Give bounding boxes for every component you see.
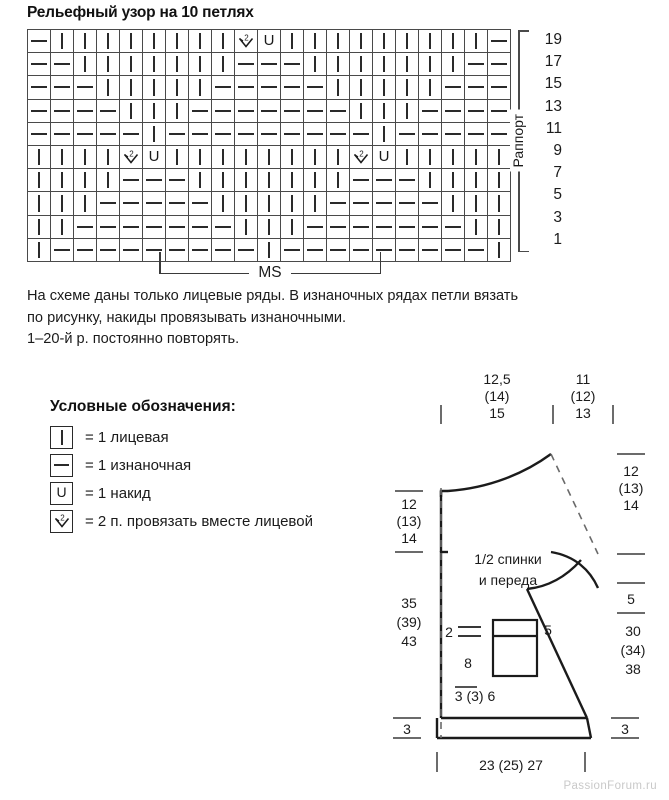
knit-stitch-cell [51, 192, 74, 215]
knit-stitch-cell [350, 53, 373, 76]
legend-items [50, 423, 380, 535]
purl-stitch-cell [212, 215, 235, 238]
knit-stitch-cell [97, 53, 120, 76]
purl-stitch-cell [212, 99, 235, 122]
knit-stitch-cell [419, 53, 442, 76]
schematic-pocket-left-rules [458, 627, 481, 636]
purl-stitch-cell [281, 53, 304, 76]
decrease-two-together-icon [50, 510, 73, 533]
knit-stitch-cell [442, 30, 465, 53]
legend-item [50, 507, 380, 535]
ms-label-text: MS [249, 264, 290, 281]
knit-stitch-cell [97, 169, 120, 192]
purl-stitch-cell [166, 215, 189, 238]
purl-stitch-cell [97, 99, 120, 122]
purl-stitch-cell [258, 122, 281, 145]
knit-stitch-cell [235, 215, 258, 238]
knit-stitch-cell [166, 76, 189, 99]
knit-stitch-cell [28, 145, 51, 168]
purl-stitch-cell [327, 192, 350, 215]
legend-item-label: = 2 п. провязать вместе лицевой [85, 512, 313, 530]
svg-text:2: 2 [59, 513, 65, 522]
purl-stitch-cell [212, 76, 235, 99]
yarn-over-cell: U [258, 30, 281, 53]
purl-stitch-cell [189, 215, 212, 238]
schematic-right-sleeve-meas: 5 [627, 591, 635, 607]
knit-stitch-cell [419, 145, 442, 168]
knit-stitch-cell [396, 99, 419, 122]
purl-stitch-cell [465, 76, 488, 99]
purl-stitch-cell [97, 192, 120, 215]
pattern-notes-line-1: На схеме даны только лицевые ряды. В изнаночных рядах петли вязать [27, 288, 519, 304]
schematic-pocket-lower-meas: 8 [464, 655, 472, 671]
knit-stitch-cell [327, 145, 350, 168]
purl-stitch-cell [189, 192, 212, 215]
yarn-over-icon: U [50, 482, 73, 505]
purl-stitch-cell [120, 169, 143, 192]
schematic-bottom-width-meas: 23 (25) 27 [479, 757, 543, 773]
schematic-left-upper-meas-line3: 14 [401, 530, 417, 546]
decrease-two-together-cell [235, 30, 258, 53]
knit-stitch-cell [74, 169, 97, 192]
decrease-two-together-cell [120, 145, 143, 168]
svg-text:2: 2 [129, 149, 134, 159]
purl-stitch-cell [465, 238, 488, 261]
purl-stitch-cell [350, 192, 373, 215]
schematic-pocket-right-meas: 5 [544, 622, 552, 638]
knit-stitch-cell [189, 76, 212, 99]
purl-stitch-cell [304, 99, 327, 122]
chart-row-numbers [536, 29, 562, 251]
knit-stitch-cell [166, 53, 189, 76]
purl-stitch-cell [350, 215, 373, 238]
purl-stitch-cell [442, 99, 465, 122]
schematic-top-left-meas-line1: 12,5 [483, 371, 511, 387]
chart-row [28, 215, 511, 238]
knit-stitch-cell [28, 192, 51, 215]
garment-schematic [385, 370, 669, 790]
schematic-center-label-line1: 1/2 спинки [474, 551, 542, 567]
chart-row [28, 76, 511, 99]
schematic-left-body-meas-line1: 35 [401, 595, 417, 611]
purl-stitch-cell [143, 169, 166, 192]
chart-row [28, 192, 511, 215]
knit-stitch-cell [281, 192, 304, 215]
schematic-pocket-left-meas: 2 [445, 624, 453, 640]
knit-stitch-cell [304, 192, 327, 215]
purl-stitch-cell [51, 99, 74, 122]
chart-row [28, 30, 511, 53]
knit-stitch-cell [442, 169, 465, 192]
purl-stitch-cell [258, 53, 281, 76]
chart-row-number: 3 [553, 208, 562, 226]
schematic-right-body-meas-line3: 38 [625, 661, 641, 677]
pattern-notes-line-3: 1–20-й р. постоянно повторять. [27, 331, 240, 347]
ms-label [159, 264, 381, 282]
knit-stitch-cell [396, 53, 419, 76]
purl-stitch-cell [51, 76, 74, 99]
knit-stitch-cell [143, 76, 166, 99]
knit-stitch-cell [97, 145, 120, 168]
knit-stitch-cell [258, 215, 281, 238]
purl-stitch-cell [442, 238, 465, 261]
knit-stitch-cell [120, 99, 143, 122]
purl-stitch-cell [74, 122, 97, 145]
purl-stitch-cell [74, 76, 97, 99]
knit-stitch-cell [465, 145, 488, 168]
knit-stitch-cell [189, 53, 212, 76]
knit-stitch-cell [304, 169, 327, 192]
purl-stitch-cell [189, 99, 212, 122]
purl-stitch-cell [28, 30, 51, 53]
knit-stitch-cell [419, 30, 442, 53]
knit-stitch-cell [166, 30, 189, 53]
purl-stitch-cell [120, 238, 143, 261]
knit-stitch-cell [235, 169, 258, 192]
knit-stitch-cell [465, 30, 488, 53]
purl-stitch-cell [327, 215, 350, 238]
svg-text:2: 2 [359, 149, 364, 159]
purl-stitch-cell [419, 215, 442, 238]
knit-stitch-cell [28, 238, 51, 261]
chart-row-number: 19 [544, 31, 562, 48]
purl-stitch-cell [235, 99, 258, 122]
schematic-right-upper-meas-line1: 12 [623, 463, 639, 479]
schematic-hem-right-meas: 3 [621, 721, 629, 737]
purl-stitch-cell [258, 99, 281, 122]
legend-item [50, 451, 380, 479]
chart-row-number: 1 [553, 230, 562, 248]
purl-stitch-cell [304, 122, 327, 145]
rapport-label [505, 30, 531, 252]
knit-stitch-cell [442, 192, 465, 215]
knit-stitch-cell [51, 145, 74, 168]
knit-stitch-cell [327, 76, 350, 99]
purl-stitch-cell [74, 99, 97, 122]
knit-stitch-cell [120, 53, 143, 76]
knit-stitch-cell [327, 169, 350, 192]
schematic-top-right-meas-line2: (12) [570, 388, 596, 404]
purl-stitch-cell [97, 122, 120, 145]
purl-stitch-cell [143, 192, 166, 215]
knit-stitch-cell [166, 99, 189, 122]
purl-stitch-cell [143, 215, 166, 238]
purl-stitch-cell [28, 53, 51, 76]
purl-stitch-icon [50, 454, 73, 477]
chart-row [28, 145, 511, 168]
purl-stitch-cell [74, 215, 97, 238]
knit-stitch-cell [51, 30, 74, 53]
purl-stitch-cell [120, 215, 143, 238]
knitting-chart [27, 29, 511, 262]
purl-stitch-cell [396, 122, 419, 145]
knit-stitch-cell [74, 192, 97, 215]
purl-stitch-cell [419, 99, 442, 122]
purl-stitch-cell [304, 76, 327, 99]
purl-stitch-cell [419, 122, 442, 145]
purl-stitch-cell [442, 76, 465, 99]
purl-stitch-cell [465, 99, 488, 122]
legend-item-label: = 1 накид [85, 484, 151, 502]
schematic-left-upper-meas-line2: (13) [396, 513, 422, 529]
pattern-notes-line-2: по рисунку, накиды провязывать изнаночными. [27, 309, 347, 326]
knit-stitch-cell [281, 215, 304, 238]
knit-stitch-cell [442, 53, 465, 76]
schematic-center-label-line2: и переда [478, 572, 538, 588]
purl-stitch-cell [373, 215, 396, 238]
knit-stitch-cell [281, 30, 304, 53]
knit-stitch-cell [373, 53, 396, 76]
chart-row-number: 9 [553, 141, 562, 159]
rapport-label-text: Раппорт [510, 110, 526, 172]
knit-stitch-cell [120, 30, 143, 53]
purl-stitch-cell [166, 122, 189, 145]
knit-stitch-cell [465, 192, 488, 215]
schematic-right-body-meas-line1: 30 [625, 623, 641, 639]
knit-stitch-cell [189, 145, 212, 168]
knit-stitch-cell [327, 30, 350, 53]
knit-stitch-cell [465, 215, 488, 238]
schematic-hem-left-meas: 3 [403, 721, 411, 737]
knit-stitch-cell [350, 30, 373, 53]
yarn-over-cell: U [373, 145, 396, 168]
purl-stitch-cell [189, 122, 212, 145]
purl-stitch-cell [327, 122, 350, 145]
purl-stitch-cell [396, 215, 419, 238]
purl-stitch-cell [350, 169, 373, 192]
chart-row-number: 7 [553, 164, 562, 182]
knit-stitch-cell [304, 30, 327, 53]
purl-stitch-cell [28, 122, 51, 145]
schematic-right-body-meas-line2: (34) [620, 642, 646, 658]
chart-row [28, 169, 511, 192]
knit-stitch-cell [419, 76, 442, 99]
knit-stitch-cell [97, 30, 120, 53]
knit-stitch-cell [373, 30, 396, 53]
purl-stitch-cell [281, 99, 304, 122]
knit-stitch-cell [442, 145, 465, 168]
page-title: Рельефный узор на 10 петлях [27, 4, 254, 21]
knit-stitch-cell [166, 145, 189, 168]
chart-row-number: 11 [545, 119, 562, 137]
knit-stitch-cell [189, 30, 212, 53]
purl-stitch-cell [51, 238, 74, 261]
purl-stitch-cell [442, 215, 465, 238]
chart-row [28, 99, 511, 122]
knit-stitch-cell [419, 169, 442, 192]
knit-stitch-cell [373, 122, 396, 145]
purl-stitch-cell [97, 215, 120, 238]
schematic-pocket-base-meas: 3 (3) 6 [454, 688, 496, 704]
purl-stitch-cell [235, 76, 258, 99]
purl-stitch-cell [350, 122, 373, 145]
purl-stitch-cell [419, 192, 442, 215]
chart-row-number: 13 [544, 97, 562, 115]
pattern-notes [27, 286, 645, 351]
purl-stitch-cell [396, 238, 419, 261]
legend-item-label: = 1 лицевая [85, 428, 169, 446]
purl-stitch-cell [465, 53, 488, 76]
knit-stitch-cell [373, 99, 396, 122]
knit-stitch-cell [74, 53, 97, 76]
purl-stitch-cell [212, 122, 235, 145]
knit-stitch-cell [258, 169, 281, 192]
purl-stitch-cell [465, 122, 488, 145]
knit-stitch-cell [51, 169, 74, 192]
schematic-right-upper-meas-line3: 14 [623, 497, 639, 513]
legend-item [50, 479, 380, 507]
decrease-two-together-cell [350, 145, 373, 168]
knit-stitch-cell [74, 145, 97, 168]
knit-stitch-cell [327, 53, 350, 76]
purl-stitch-cell [74, 238, 97, 261]
knit-stitch-cell [373, 76, 396, 99]
purl-stitch-cell [281, 76, 304, 99]
knit-stitch-cell [51, 215, 74, 238]
chart-row-number: 5 [553, 186, 562, 204]
purl-stitch-cell [120, 122, 143, 145]
knit-stitch-cell [143, 53, 166, 76]
chart-row-number: 17 [544, 53, 562, 71]
knit-stitch-cell [281, 169, 304, 192]
knit-stitch-cell [350, 99, 373, 122]
schematic-top-right-meas-line1: 11 [575, 371, 591, 387]
purl-stitch-cell [235, 122, 258, 145]
knit-stitch-cell [28, 215, 51, 238]
purl-stitch-cell [442, 122, 465, 145]
knit-stitch-cell [28, 169, 51, 192]
knit-stitch-cell [258, 145, 281, 168]
schematic-pocket [493, 620, 537, 676]
purl-stitch-cell [304, 215, 327, 238]
legend-title: Условные обозначения: [50, 398, 236, 415]
purl-stitch-cell [373, 192, 396, 215]
purl-stitch-cell [281, 122, 304, 145]
knit-stitch-cell [212, 53, 235, 76]
purl-stitch-cell [120, 192, 143, 215]
watermark: PassionForum.ru [563, 780, 657, 792]
purl-stitch-cell [396, 169, 419, 192]
knit-stitch-cell [189, 169, 212, 192]
purl-stitch-cell [373, 169, 396, 192]
legend [50, 398, 380, 535]
yarn-over-cell: U [143, 145, 166, 168]
svg-text:2: 2 [244, 33, 249, 43]
knit-stitch-cell [304, 145, 327, 168]
knit-stitch-cell [120, 76, 143, 99]
knit-stitch-cell [258, 192, 281, 215]
schematic-right-upper-meas-line2: (13) [618, 480, 644, 496]
chart-row-number: 15 [544, 75, 562, 93]
purl-stitch-cell [419, 238, 442, 261]
purl-stitch-cell [28, 76, 51, 99]
knit-stitch-cell [396, 145, 419, 168]
chart-row [28, 122, 511, 145]
knit-stitch-cell [212, 145, 235, 168]
knit-stitch-cell [143, 30, 166, 53]
knit-stitch-cell [143, 99, 166, 122]
knit-stitch-cell [212, 169, 235, 192]
legend-item [50, 423, 380, 451]
chart-row [28, 53, 511, 76]
knit-stitch-cell [396, 30, 419, 53]
purl-stitch-cell [166, 169, 189, 192]
knit-stitch-cell [235, 145, 258, 168]
purl-stitch-cell [258, 76, 281, 99]
purl-stitch-cell [51, 122, 74, 145]
purl-stitch-cell [51, 53, 74, 76]
schematic-top-left-meas-line2: (14) [484, 388, 510, 404]
schematic-left-upper-meas-line1: 12 [401, 496, 417, 512]
ms-bracket [159, 252, 381, 281]
knit-stitch-cell [350, 76, 373, 99]
purl-stitch-cell [97, 238, 120, 261]
schematic-top-left-meas-line3: 15 [489, 405, 505, 421]
purl-stitch-cell [235, 53, 258, 76]
knit-stitch-cell [396, 76, 419, 99]
purl-stitch-cell [327, 99, 350, 122]
knit-stitch-cell [212, 30, 235, 53]
knit-stitch-cell [143, 122, 166, 145]
schematic-left-body-meas-line2: (39) [396, 614, 422, 630]
knit-stitch-cell [281, 145, 304, 168]
knit-stitch-cell [212, 192, 235, 215]
purl-stitch-cell [28, 99, 51, 122]
knit-stitch-cell [74, 30, 97, 53]
purl-stitch-cell [396, 192, 419, 215]
schematic-left-body-meas-line3: 43 [401, 633, 417, 649]
schematic-top-right-meas-line3: 13 [575, 405, 591, 421]
knit-stitch-cell [304, 53, 327, 76]
purl-stitch-cell [166, 192, 189, 215]
knit-stitch-icon [50, 426, 73, 449]
knit-stitch-cell [97, 76, 120, 99]
legend-item-label: = 1 изнаночная [85, 456, 192, 474]
knit-stitch-cell [465, 169, 488, 192]
chart-grid [27, 29, 511, 262]
knit-stitch-cell [235, 192, 258, 215]
